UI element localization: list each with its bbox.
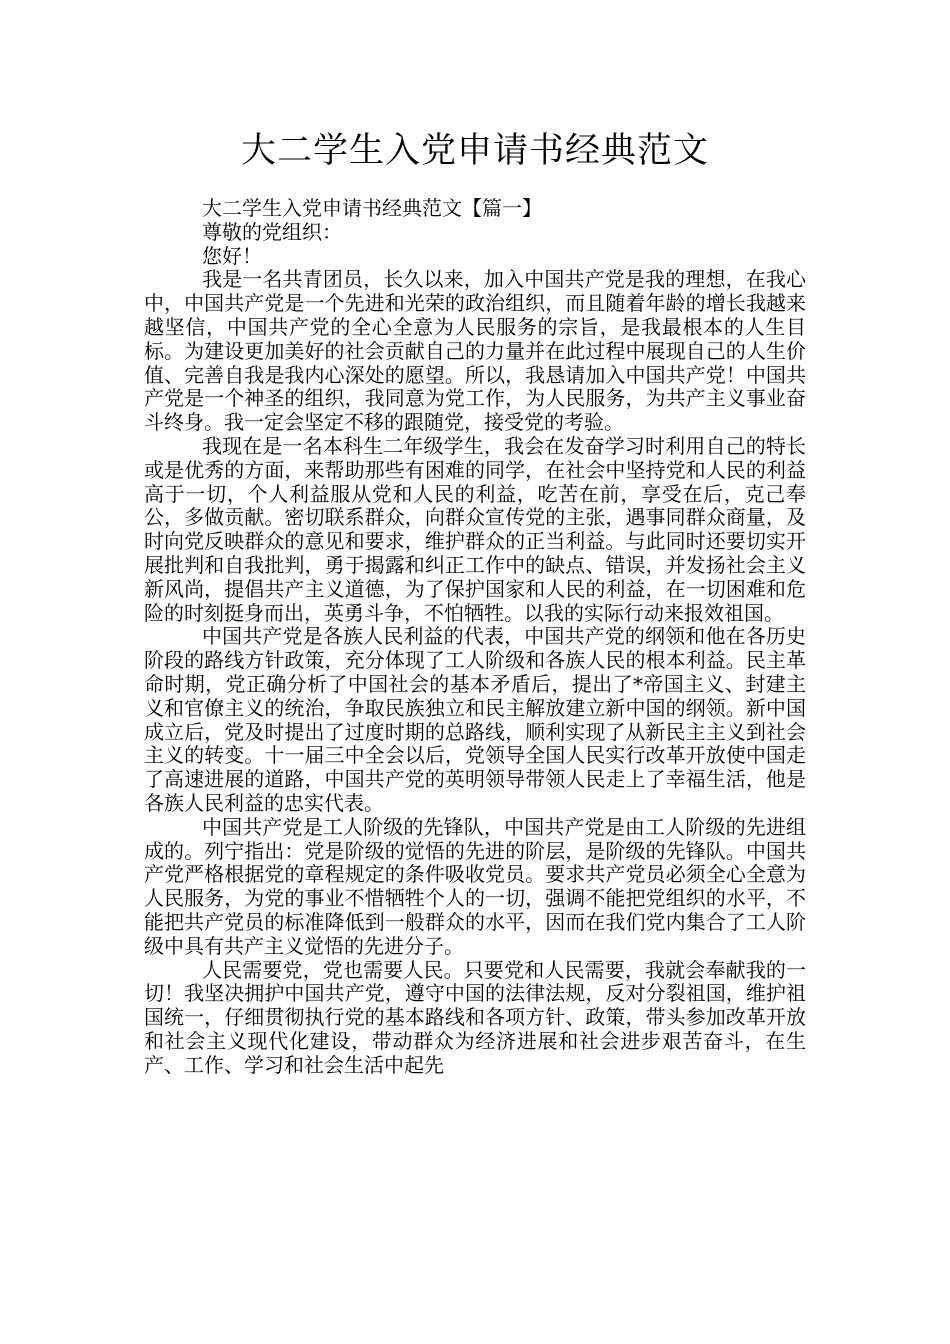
paragraph-1: 我是一名共青团员，长久以来，加入中国共产党是我的理想，在我心中，中国共产党是一个先进和光荣的政治组织，而且随着年龄的增长我越来越坚信，中国共产党的全心全意为人民服务的宗旨，是我最根本的人生目标。为建设更加美好的社会贡献自己的力量并在此过程中展现自己的人生价值、完善自我是我内心深处的愿望。所以，我恳请加入中国共产党！中国共产党是一个神圣的组织，我同意为党工作，为人民服务，为共产主义事业奋斗终身。我一定会坚定不移的跟随党，接受党的考验。: [144, 267, 806, 435]
document-title: 大二学生入党申请书经典范文: [240, 131, 709, 171]
document-body: [144, 197, 806, 1077]
section-heading: 大二学生入党申请书经典范文【篇一】: [202, 196, 542, 220]
paragraph-5: 人民需要党，党也需要人民。只要党和人民需要，我就会奉献我的一切！我坚决拥护中国共产党，遵守中国的法律法规，反对分裂祖国，维护祖国统一，仔细贯彻执行党的基本路线和各项方针、政策，带头参加改革开放和社会主义现代化建设，带动群众为经济进展和社会进步艰苦奋斗，在生产、工作、学习和社会生活中起先: [144, 957, 806, 1077]
salutation: 尊敬的党组织：: [202, 219, 342, 244]
paragraph-4: 中国共产党是工人阶级的先锋队，中国共产党是由工人阶级的先进组成的。列宁指出：党是阶级的觉悟的先进的阶层，是阶级的先锋队。中国共产党严格根据党的章程规定的条件吸收党员。要求共产党员必须全心全意为人民服务，为党的事业不惜牺牲个人的一切，强调不能把党组织的水平，不能把共产党员的标准降低到一般群众的水平，因而在我们党内集合了工人阶级中具有共产主义觉悟的先进分子。: [144, 814, 806, 958]
greeting: 您好！: [202, 243, 262, 268]
paragraph-2: 我现在是一名本科生二年级学生，我会在发奋学习时利用自己的特长或是优秀的方面，来帮助那些有困难的同学，在社会中坚持党和人民的利益高于一切，个人利益服从党和人民的利益，吃苦在前，享受在后，克己奉公，多做贡献。密切联系群众，向群众宣传党的主张，遇事同群众商量，及时向党反映群众的意见和要求，维护群众的正当利益。与此同时还要切实开展批判和自我批判，勇于揭露和纠正工作中的缺点、错误，并发扬社会主义新风尚，提倡共产主义道德，为了保护国家和人民的利益，在一切困难和危险的时刻挺身而出，英勇斗争，不怕牺牲。以我的实际行动来报效祖国。: [144, 433, 806, 625]
paragraph-3: 中国共产党是各族人民利益的代表，中国共产党的纲领和他在各历史阶段的路线方针政策，充分体现了工人阶级和各族人民的根本利益。民主革命时期，党正确分析了中国社会的基本矛盾后，提出了*帝国主义、封建主义和官僚主义的统治，争取民族独立和民主解放建立新中国的纲领。新中国成立后，党及时提出了过度时期的总路线，顺利实现了从新民主主义到社会主义的转变。十一届三中全会以后，党领导全国人民实行改革开放使中国走了高速进展的道路，中国共产党的英明领导带领人民走上了幸福生活，他是各族人民利益的忠实代表。: [144, 624, 806, 815]
